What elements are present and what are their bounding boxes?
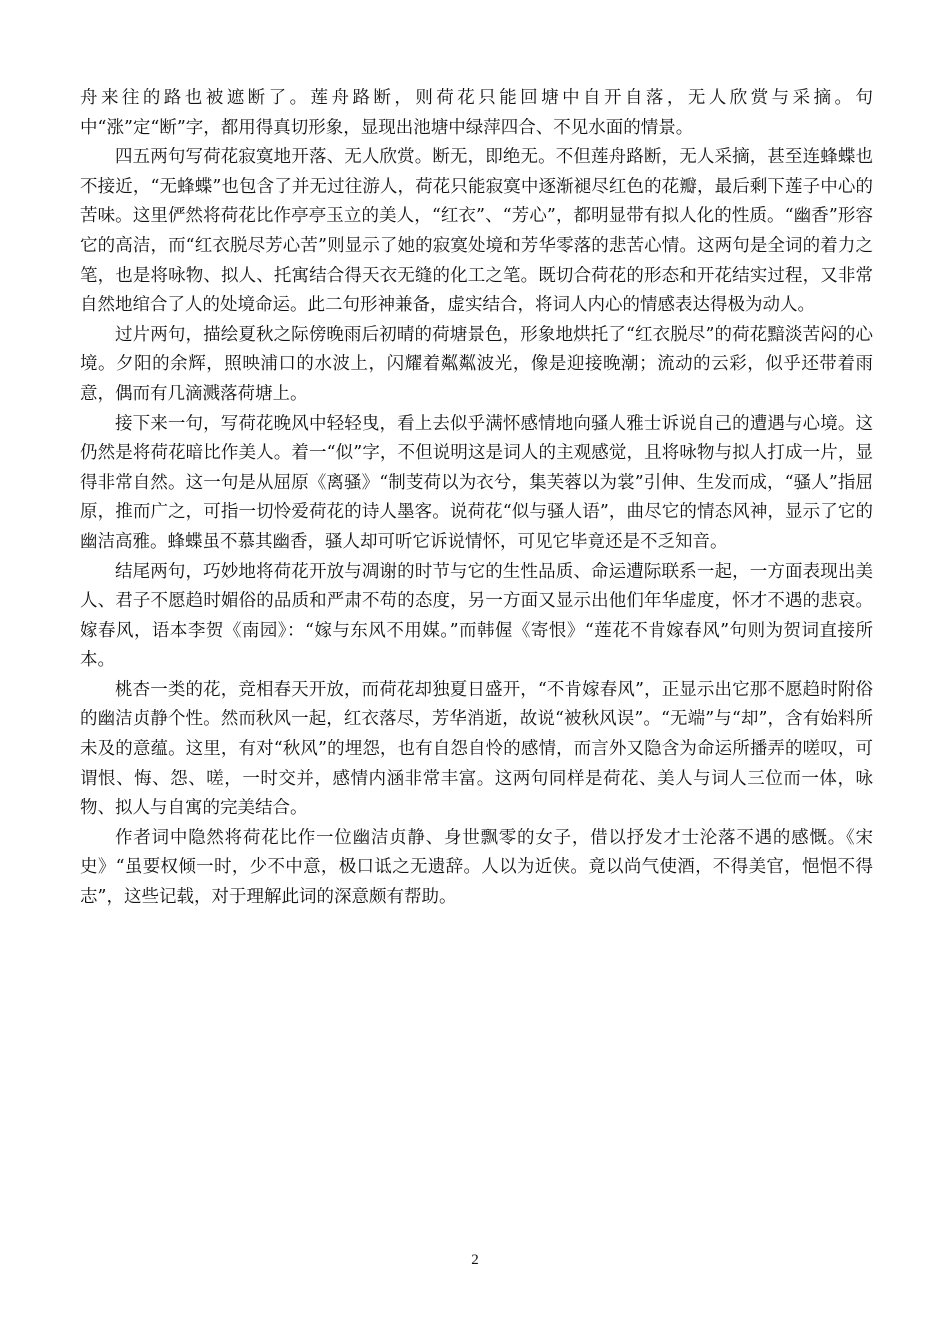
paragraph-2: 四五两句写荷花寂寞地开落、无人欣赏。断无，即绝无。不但莲舟路断，无人采摘，甚至连蜂蝶也不接近，“无蜂蝶”也包含了并无过往游人，荷花只能寂寞中逐渐褪尽红色的花瓣，最后剩下莲子中心的苦味。这里俨然将荷花比作亭亭玉立的美人，“红衣”、“芳心”，都明显带有拟人化的性质。“幽香”形容它的高洁，而“红衣脱尽芳心苦”则显示了她的寂寞处境和芳华零落的悲苦心情。这两句是全词的着力之笔，也是将咏物、拟人、托寓结合得天衣无缝的化工之笔。既切合荷花的形态和开花结实过程，又非常自然地绾合了人的处境命运。此二句形神兼备，虚实结合，将词人内心的情感表达得极为动人。 — [80, 147, 873, 316]
document-body — [80, 84, 873, 913]
paragraph-1: 舟来往的路也被遮断了。莲舟路断，则荷花只能回塘中自开自落，无人欣赏与采摘。句中“涨”定“断”字，都用得真切形象，显现出池塘中绿萍四合、不见水面的情景。 — [80, 88, 873, 138]
paragraph-7: 作者词中隐然将荷花比作一位幽洁贞静、身世飘零的女子，借以抒发才士沦落不遇的感慨。《宋史》“虽要权倾一时，少不中意，极口诋之无遗辞。人以为近侠。竟以尚气使酒，不得美官，悒悒不得志”，这些记载，对于理解此词的深意颇有帮助。 — [80, 827, 873, 908]
page-number: 2 — [471, 1252, 479, 1268]
paragraph-6: 桃杏一类的花，竞相春天开放，而荷花却独夏日盛开，“不肯嫁春风”，正显示出它那不愿趋时附俗的幽洁贞静个性。然而秋风一起，红衣落尽，芳华消逝，故说“被秋风误”。“无端”与“却”，含有始料所未及的意蕴。这里，有对“秋风”的埋怨，也有自怨自怜的感情，而言外又隐含为命运所播弄的嗟叹，可谓恨、悔、怨、嗟，一时交并，感情内涵非常丰富。这两句同样是荷花、美人与词人三位而一体，咏物、拟人与自寓的完美结合。 — [80, 679, 873, 819]
paragraph-5: 结尾两句，巧妙地将荷花开放与凋谢的时节与它的生性品质、命运遭际联系一起，一方面表现出美人、君子不愿趋时媚俗的品质和严肃不苟的态度，另一方面又显示出他们年华虚度，怀才不遇的悲哀。嫁春风，语本李贺《南园》：“嫁与东风不用媒。”而韩偓《寄恨》“莲花不肯嫁春风”句则为贺词直接所本。 — [80, 561, 873, 671]
paragraph-3: 过片两句，描绘夏秋之际傍晚雨后初晴的荷塘景色，形象地烘托了“红衣脱尽”的荷花黯淡苦闷的心境。夕阳的余辉，照映浦口的水波上，闪耀着粼粼波光，像是迎接晚潮；流动的云彩，似乎还带着雨意，偶而有几滴溅落荷塘上。 — [80, 324, 873, 404]
paragraph-4: 接下来一句，写荷花晚风中轻轻曳，看上去似乎满怀感情地向骚人雅士诉说自己的遭遇与心境。这仍然是将荷花暗比作美人。着一“似”字，不但说明这是词人的主观感觉，且将咏物与拟人打成一片，显得非常自然。这一句是从屈原《离骚》“制芰荷以为衣兮，集芙蓉以为裳”引伸、生发而成，“骚人”指屈原，推而广之，可指一切怜爱荷花的诗人墨客。说荷花“似与骚人语”，曲尽它的情态风神，显示了它的幽洁高雅。蜂蝶虽不慕其幽香，骚人却可听它诉说情怀，可见它毕竟还是不乏知音。 — [80, 413, 873, 552]
